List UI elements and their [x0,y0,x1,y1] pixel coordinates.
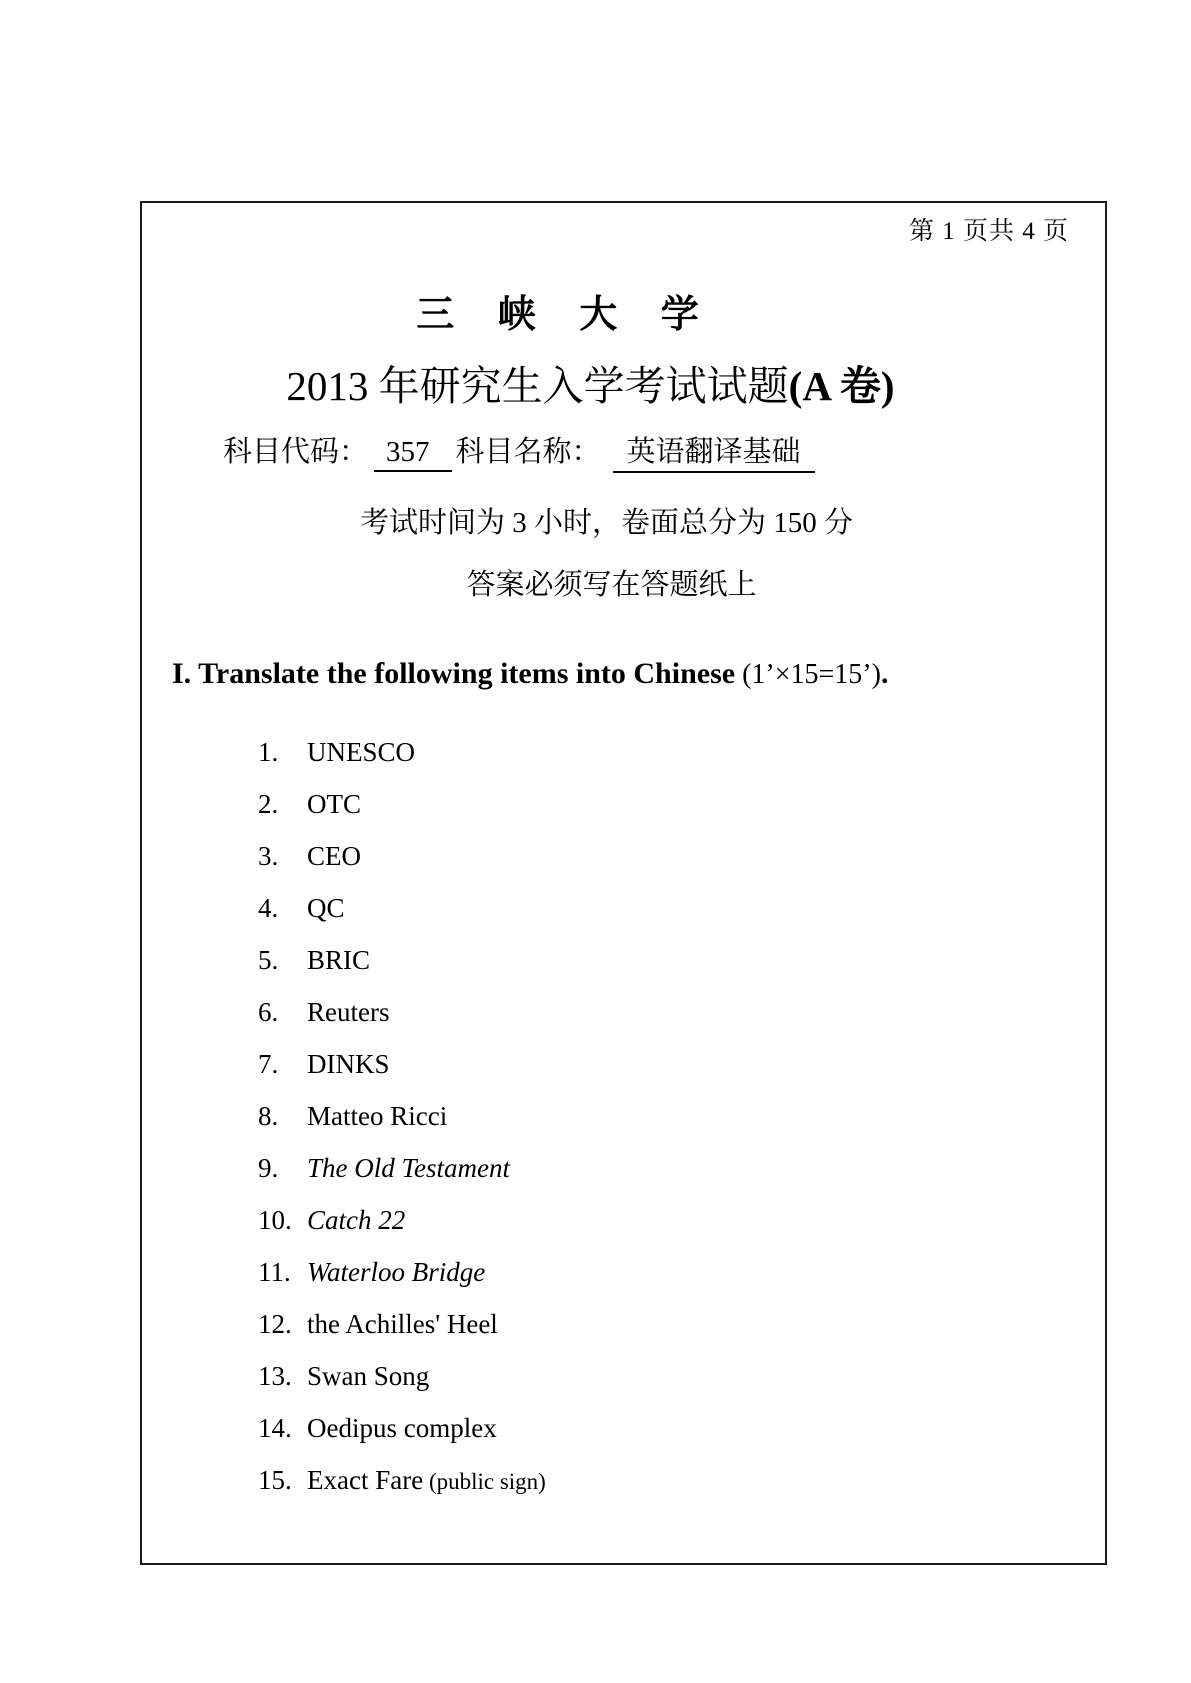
item-number: 12. [258,1309,292,1339]
list-item [258,789,958,820]
item-number: 14. [258,1413,292,1443]
item-text: DINKS [307,1049,390,1079]
item-text: OTC [307,789,361,819]
item-number: 9. [258,1153,279,1183]
item-number: 5. [258,945,279,975]
list-item [258,737,958,768]
item-text: CEO [307,841,361,871]
item-text: Swan Song [307,1361,430,1391]
list-item [258,841,958,872]
item-text: Matteo Ricci [307,1101,448,1131]
item-text: QC [307,893,345,923]
item-number: 6. [258,997,279,1027]
section-heading-points: (1’×15=15’) [735,659,881,690]
item-number: 1. [258,737,279,767]
section-heading-period: . [880,657,889,690]
section-one-heading [172,657,888,691]
subject-code-label: 科目代码： [223,436,369,468]
list-item [258,945,958,976]
item-number: 15. [258,1465,292,1495]
answer-sheet-note: 答案必须写在答题纸上 [466,569,757,601]
item-text: Waterloo Bridge [307,1257,486,1287]
exam-sheet-border [140,201,1107,1565]
list-item [258,1205,958,1236]
subject-name-value: 英语翻译基础 [613,429,815,473]
exam-title [142,353,1105,412]
subject-name-label: 科目名称： [455,436,601,468]
list-item [258,893,958,924]
item-number: 10. [258,1205,292,1235]
list-item [258,1361,958,1392]
item-number: 11. [258,1257,291,1287]
list-item [258,1309,958,1340]
item-text: Oedipus complex [307,1413,497,1443]
item-text: UNESCO [307,737,416,767]
item-number: 3. [258,841,279,871]
item-text: the Achilles' Heel [307,1309,498,1339]
item-number: 2. [258,789,279,819]
list-item [258,1413,958,1444]
item-number: 7. [258,1049,279,1079]
list-item [258,997,958,1028]
item-number: 4. [258,893,279,923]
item-text: Reuters [307,997,390,1027]
list-item [258,1101,958,1132]
item-text: Exact Fare [307,1465,424,1495]
item-text: Catch 22 [307,1205,406,1235]
exam-title-main: 2013 年研究生入学考试试题 [286,363,789,409]
exam-title-suffix: (A 卷) [788,363,895,409]
subject-line [223,429,815,473]
translation-items-list [258,737,958,1518]
exam-duration-note: 考试时间为 3 小时，卷面总分为 150 分 [359,507,853,539]
item-text: BRIC [307,945,371,975]
list-item [258,1049,958,1080]
school-name: 三 峡 大 学 [416,294,701,336]
page-number: 第 1 页共 4 页 [908,218,1069,245]
item-text: The Old Testament [307,1153,511,1183]
item-number: 8. [258,1101,279,1131]
list-item [258,1465,958,1497]
list-item [258,1153,958,1184]
item-number: 13. [258,1361,292,1391]
subject-code-value: 357 [374,436,452,472]
section-heading-main: I. Translate the following items into Chinese [172,657,736,690]
item-suffix: (public sign) [423,1469,546,1494]
list-item [258,1257,958,1288]
